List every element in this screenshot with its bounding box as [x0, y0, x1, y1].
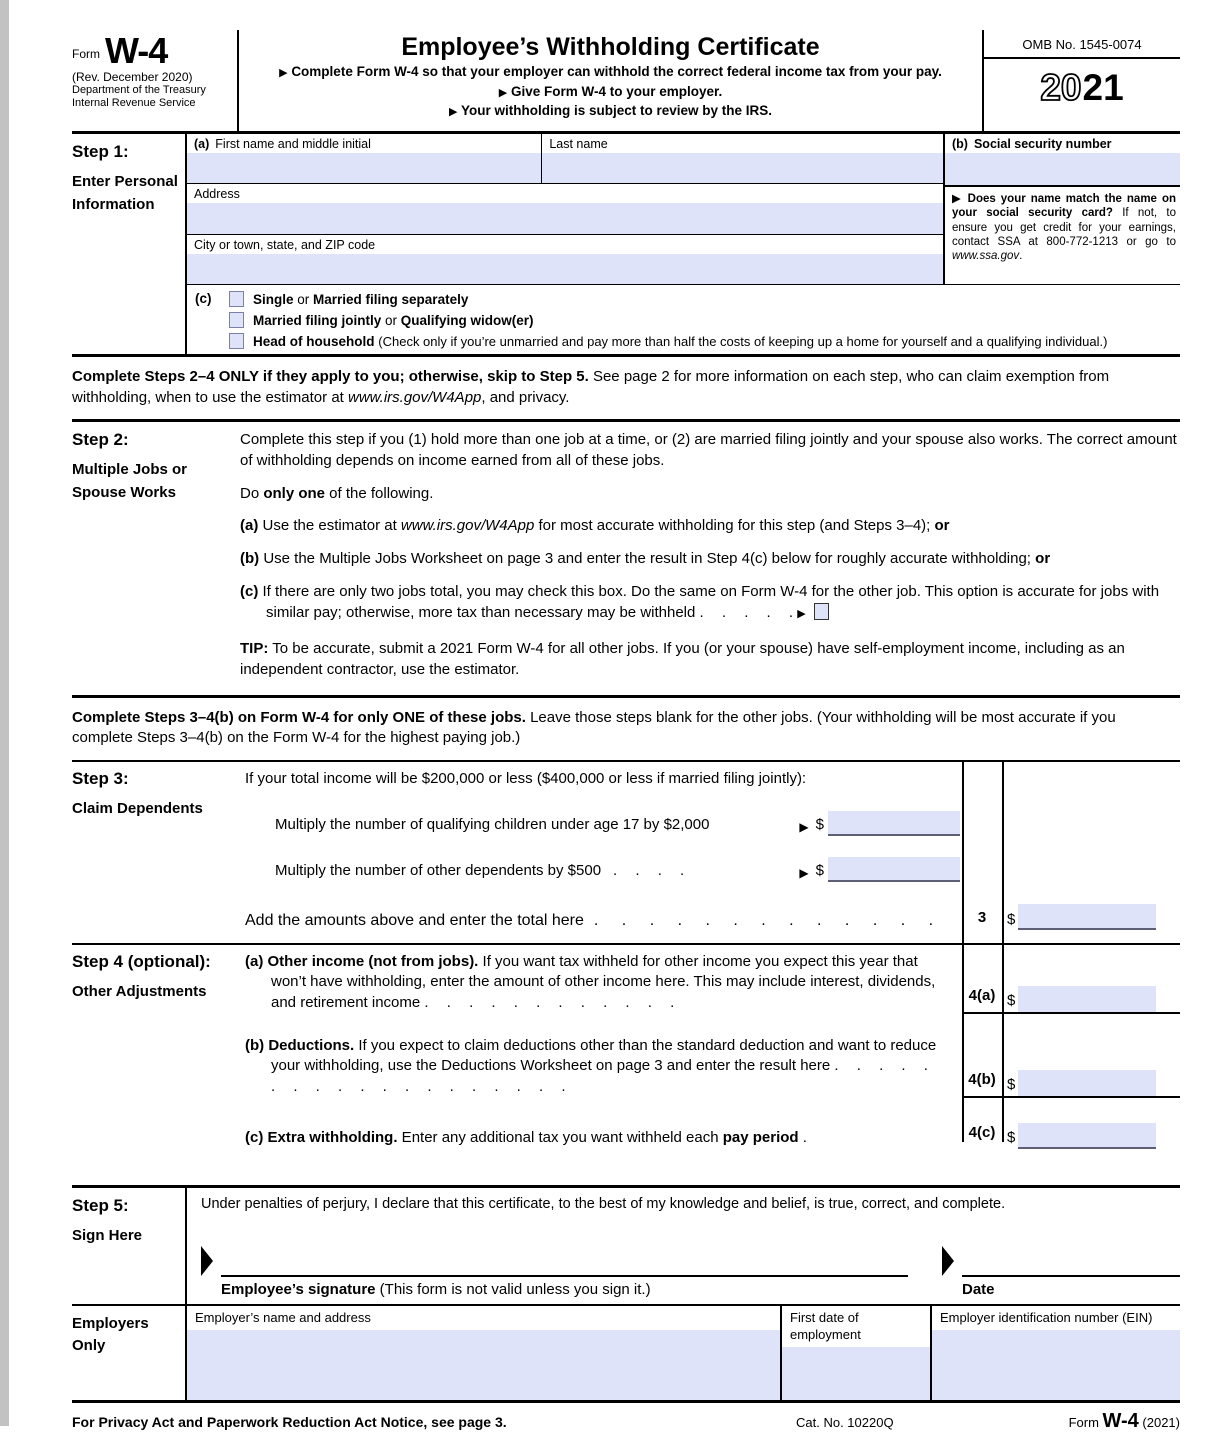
form-revision: (Rev. December 2020) — [72, 69, 193, 84]
last-name-input[interactable] — [542, 153, 943, 183]
step4-subtitle: Other Adjustments — [72, 982, 207, 1000]
step2-tip: TIP: To be accurate, submit a 2021 Form W-4 for all other jobs. If you (or your spouse) have self-employment income, including as an independent contractor, use the estimator. — [240, 640, 1125, 678]
notice2-bold: Complete Steps 3–4(b) on Form W-4 for only ONE of these jobs. — [72, 708, 526, 726]
omb-year-block — [984, 30, 1180, 131]
step4a-row — [245, 952, 1180, 1014]
steps-3-4-instruction — [72, 698, 1180, 760]
form-subtitle-2 — [249, 82, 972, 102]
step2-subtitle: Multiple Jobs or Spouse Works — [72, 461, 188, 501]
signature-label: Employee’s signature (This form is not valid unless you sign it.) — [221, 1280, 651, 1298]
form-id-block — [72, 30, 237, 131]
city-input[interactable] — [187, 254, 943, 284]
step3-total-row — [72, 899, 1180, 930]
filing-option-single — [229, 291, 1180, 307]
step2-content — [240, 422, 1180, 680]
first-name-label-text: First name and middle initial — [215, 137, 371, 151]
dot-leader: . . . . . . . . . . . . . . . . . . . — [271, 1057, 928, 1096]
catalog-number: Cat. No. 10220Q — [796, 1414, 894, 1430]
address-input[interactable] — [187, 203, 943, 233]
tax-year-outline: 20 — [1040, 67, 1082, 108]
employer-name-address-label: Employer’s name and address — [195, 1309, 371, 1325]
form-agency: Internal Revenue Service — [72, 97, 196, 110]
estimator-url: www.irs.gov/W4App — [400, 517, 535, 535]
step5-subtitle: Sign Here — [72, 1226, 143, 1244]
dot-leader: . . . . . . . . . . . . — [424, 994, 675, 1011]
ssa-note-body: If not, to ensure you get credit for your earnings, contact SSA at 800-772-1213 or go to — [952, 207, 1176, 248]
filing-option-head-of-household — [229, 333, 1180, 349]
form-title: Employee’s Withholding Certificate — [401, 33, 820, 61]
step4-label-block — [72, 945, 245, 1149]
step3-children-line — [245, 808, 960, 836]
step3-other-dependents-line — [245, 854, 960, 882]
steps-3-4-table — [72, 760, 1180, 1164]
last-name-label: Last name — [549, 137, 608, 151]
dot-leader: . . . . — [613, 861, 685, 879]
other-dependents-text: Multiply the number of other dependents by $500 — [275, 861, 602, 879]
step1-section — [72, 134, 1180, 357]
subtitle-text-3: Your withholding is subject to review by the IRS. — [460, 103, 773, 119]
arrow-icon: ▶ — [799, 866, 809, 881]
other-dependents-amount-input[interactable] — [828, 857, 960, 882]
step1-title: Step 1: — [72, 142, 129, 161]
line-3-number: 3 — [977, 908, 987, 926]
employers-only-fields — [185, 1306, 1180, 1400]
step5-title: Step 5: — [72, 1195, 129, 1215]
step3-title: Step 3: — [72, 768, 129, 788]
first-date-label: First date of employment — [790, 1309, 861, 1342]
notice1-text: See page 2 for more information on each step, who can claim exemption from withholding, when to use the estimator at — [72, 368, 1110, 406]
city-cell — [187, 235, 943, 284]
step2-intro: Complete this step if you (1) hold more than one job at a time, or (2) are married filing jointly and your spouse also works. The correct amount of withholding depends on income earned from all of these jobs. — [240, 431, 1177, 470]
line-4c-amount-cell — [1002, 1123, 1180, 1149]
deductions-input[interactable] — [1018, 1070, 1156, 1096]
step3-label-block — [72, 762, 245, 882]
filing-option-head-of-household-label: Head of household (Check only if you’re unmarried and pay more than half the costs of keeping up a home for yourself and a qualifying individual.) — [253, 333, 1108, 349]
step3-total-amount-input[interactable] — [1018, 904, 1156, 930]
line-4b-number: 4(b) — [962, 1070, 1002, 1098]
arrow-icon: ▶ — [797, 607, 806, 620]
tax-year — [984, 59, 1180, 109]
signature-row — [201, 1246, 1180, 1304]
line-4a-number: 4(a) — [962, 986, 1002, 1014]
other-income-input[interactable] — [1018, 986, 1156, 1012]
line-4c-number: 4(c) — [968, 1124, 996, 1142]
address-cell — [187, 184, 943, 233]
city-row — [187, 235, 943, 284]
employee-signature-field[interactable] — [221, 1253, 908, 1277]
signature-block — [221, 1253, 908, 1298]
signature-arrow-icon — [201, 1246, 213, 1276]
step1-subtitle: Enter Personal Information — [72, 173, 178, 213]
line-4b-amount-cell — [1002, 1070, 1180, 1098]
filing-option-single-label: Single or Married filing separately — [253, 291, 469, 307]
table-vertical-line-2 — [1002, 762, 1004, 1142]
step1-fields — [185, 134, 1180, 354]
married-jointly-checkbox[interactable] — [229, 312, 244, 328]
name-row — [187, 134, 943, 184]
two-jobs-checkbox[interactable] — [814, 603, 829, 620]
single-or-married-separately-checkbox[interactable] — [229, 291, 244, 307]
date-arrow-icon — [942, 1246, 954, 1276]
step2-section — [72, 422, 1180, 697]
step5-content — [185, 1188, 1180, 1304]
dollar-sign: $ — [815, 815, 824, 833]
employers-only-section — [72, 1306, 1180, 1403]
step2-option-b: (b) Use the Multiple Jobs Worksheet on page 3 and enter the result in Step 4(c) below for roughly accurate withholding; or — [240, 550, 1051, 568]
step4b-row — [245, 1036, 1180, 1098]
form-header — [72, 30, 1180, 134]
arrow-icon: ▶ — [799, 820, 809, 835]
step4b-text: (b) Deductions. If you expect to claim deductions other than the standard deduction and want to reduce your withholding, use the Deductions Worksheet on page 3 and enter the result here . . . . . . . . . . . . . . . . . . . — [245, 1036, 937, 1096]
ssa-website: www.ssa.gov — [952, 250, 1020, 262]
date-block — [962, 1253, 1180, 1298]
item-b-tag: (b) — [952, 137, 968, 151]
perjury-declaration: Under penalties of perjury, I declare that this certificate, to the best of my knowledge and belief, is true, correct, and complete. — [201, 1195, 1006, 1212]
step4a-text: (a) Other income (not from jobs). If you want tax withheld for other income you expect this year that won’t have withholding, enter the amount of other income here. This may include interest, dividends, and retirement income . . . . . . . . . . . . — [245, 952, 936, 1011]
step4c-text: (c) Extra withholding. Enter any additional tax you want withheld each pay period . — [245, 1129, 807, 1147]
step2-label-block — [72, 422, 240, 680]
steps-2-4-instruction — [72, 357, 1180, 422]
ssn-cell — [945, 134, 1180, 187]
arrow-icon: ▶ — [498, 86, 508, 99]
filing-option-married-jointly — [229, 312, 1180, 328]
first-name-label — [187, 134, 541, 153]
dollar-sign: $ — [815, 861, 824, 879]
city-label: City or town, state, and ZIP code — [194, 237, 376, 252]
children-amount-input[interactable] — [828, 811, 960, 836]
name-address-column — [187, 134, 945, 284]
step3-total-text: Add the amounts above and enter the total here — [245, 911, 584, 929]
dot-leader: . . . . . . . . . . . . . — [593, 911, 934, 929]
step3-section — [72, 762, 1180, 882]
first-name-input[interactable] — [187, 153, 541, 183]
step4c-row — [245, 1123, 1180, 1149]
subtitle-text-1: Complete Form W-4 so that your employer can withhold the correct federal income tax from your pay. — [291, 64, 942, 79]
dollar-sign: $ — [1007, 992, 1016, 1009]
dollar-sign: $ — [1007, 910, 1016, 928]
form-subtitle-3 — [249, 101, 972, 121]
item-a-tag: (a) — [194, 137, 210, 151]
step5-section — [72, 1185, 1180, 1306]
form-subtitle-1 — [249, 62, 972, 82]
first-date-input[interactable] — [782, 1347, 930, 1400]
step2-do-line: Do only one of the following. — [240, 484, 434, 502]
line-4a-amount-cell — [1002, 986, 1180, 1014]
ssn-label — [945, 134, 1180, 153]
head-of-household-checkbox[interactable] — [229, 333, 244, 349]
notice1-text-end: , and privacy. — [481, 388, 570, 406]
form-number-label: W-4 — [105, 30, 168, 71]
form-title-block — [237, 30, 984, 131]
address-row — [187, 184, 943, 234]
first-date-cell — [780, 1306, 930, 1400]
step3-subtitle: Claim Dependents — [72, 799, 203, 817]
step3-total-text-area — [72, 912, 962, 930]
step2-title: Step 2: — [72, 430, 129, 450]
step4-content — [245, 945, 1180, 1149]
filing-option-married-jointly-label: Married filing jointly or Qualifying widow(er) — [253, 312, 534, 328]
employer-name-address-input[interactable] — [187, 1330, 780, 1400]
ein-input[interactable] — [932, 1330, 1180, 1400]
ssa-note-question: ▶ Does your name match the name on your social security card? — [952, 193, 1176, 220]
extra-withholding-input[interactable] — [1018, 1123, 1156, 1149]
line-3-amount-cell — [1002, 904, 1180, 930]
step2-option-c: (c) If there are only two jobs total, you may check this box. Do the same on Form W-4 for the other job. This option is accurate for jobs with similar pay; otherwise, more tax than necessary may be withheld . . . . . ▶ — [240, 582, 1160, 621]
ssn-label-text: Social security number — [973, 137, 1112, 151]
item-c-tag: (c) — [195, 291, 212, 306]
children-text: Multiply the number of qualifying children under age 17 by $2,000 — [275, 815, 710, 833]
first-name-cell — [187, 134, 542, 183]
filing-status-options — [229, 291, 1180, 354]
subtitle-text-2: Give Form W-4 to your employer. — [510, 83, 723, 99]
step5-label-block — [72, 1188, 185, 1304]
tax-year-solid: 21 — [1082, 67, 1124, 108]
last-name-cell — [542, 134, 943, 183]
ssa-note-period: . — [1019, 250, 1023, 262]
step3-intro: If your total income will be $200,000 or less ($400,000 or less if married filing jointly): — [245, 769, 807, 787]
estimator-url: www.irs.gov/W4App — [348, 388, 482, 406]
privacy-act-notice: For Privacy Act and Paperwork Reduction Act Notice, see page 3. — [72, 1413, 507, 1430]
dollar-sign: $ — [1007, 1129, 1016, 1147]
footer-form-number: W-4 — [1102, 1409, 1139, 1432]
ssn-column — [945, 134, 1180, 284]
ssn-input[interactable] — [945, 153, 1180, 185]
step3-content — [245, 762, 1180, 882]
date-label: Date — [962, 1280, 995, 1298]
employers-only-label: Employers Only — [72, 1314, 149, 1354]
filing-status-group — [187, 285, 1180, 354]
step4-title: Step 4 (optional): — [72, 951, 211, 971]
notice1-bold: Complete Steps 2–4 ONLY if they apply to you; otherwise, skip to Step 5. — [72, 368, 589, 385]
omb-number: OMB No. 1545-0074 — [984, 30, 1180, 59]
step1-label-block — [72, 134, 185, 354]
employer-name-address-cell — [187, 1306, 780, 1400]
dot-leader: . . . . . — [699, 603, 794, 621]
date-field[interactable] — [962, 1253, 1180, 1277]
page-footer — [72, 1403, 1180, 1433]
form-name-line — [72, 30, 231, 71]
form-department: Department of the Treasury — [72, 83, 206, 96]
dollar-sign: $ — [1007, 1076, 1016, 1094]
ssa-note — [945, 187, 1180, 263]
ein-label: Employer identification number (EIN) — [940, 1309, 1153, 1325]
step2-option-a: (a) Use the estimator at www.irs.gov/W4App for most accurate withholding for this step (and Steps 3–4); or — [240, 517, 950, 535]
step1-identity-grid — [187, 134, 1180, 285]
ein-cell — [930, 1306, 1180, 1400]
address-label: Address — [194, 187, 240, 202]
arrow-icon: ▶ — [279, 67, 288, 79]
notice2-text: Leave those steps blank for the other jobs. (Your withholding will be most accurate if you complete Steps 3–4(b) on the Form W-4 for the highest paying job.) — [72, 708, 1116, 747]
table-vertical-line-1 — [962, 762, 964, 1142]
step4-section — [72, 945, 1180, 1149]
arrow-icon: ▶ — [448, 106, 458, 119]
footer-form-id: Form W-4 (2021) — [1068, 1409, 1180, 1432]
form-word-label: Form — [72, 46, 100, 61]
